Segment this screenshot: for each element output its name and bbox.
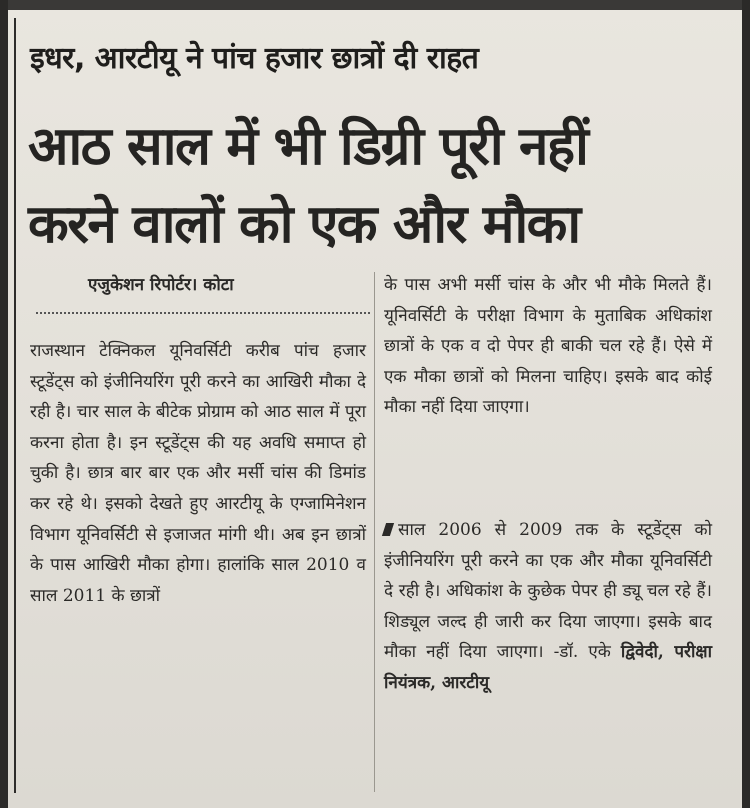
kicker-headline: इधर, आरटीयू ने पांच हजार छात्रों दी राहत — [30, 41, 479, 76]
column-divider — [374, 272, 375, 792]
quote-text: साल 2006 से 2009 तक के स्टूडेंट्स को इंजीनियरिंग पूरी करने का एक और मौका यूनिवर्सिटी दे रही है। अधिकांश के कुछेक पेपर ही ड्यू चल रहे हैं। शिड्यूल जल्द ही जारी कर दिया जाएगा। इसके बाद मौका नहीं दिया जाएगा। -डॉ. एके — [384, 520, 712, 663]
article-body-right: के पास अभी मर्सी चांस के और भी मौके मिलते हैं। यूनिवर्सिटी के परीक्षा विभाग के मुताबिक अधिकांश छात्रों के एक व दो पेपर ही बाकी चल रहे हैं। ऐसे में एक मौका छात्रों को मिलना चाहिए। इसके बाद कोई मौका नहीं दिया जाएगा। — [384, 275, 712, 418]
cropped-previous-headline — [8, 0, 742, 10]
dotted-separator — [36, 312, 370, 314]
byline: एजुकेशन रिपोर्टर। कोटा — [88, 275, 234, 295]
headline-line-1: आठ साल में भी डिग्री पूरी नहीं — [28, 116, 588, 177]
column-rule — [14, 18, 16, 793]
main-headline — [28, 108, 728, 264]
quote-attribution: द्विवेदी, परीक्षा नियंत्रक, आरटीयू — [384, 642, 712, 693]
headline-line-2: करने वालों को एक और मौका — [28, 194, 580, 255]
quote-block — [384, 515, 712, 699]
article-body-left: राजस्थान टेक्निकल यूनिवर्सिटी करीब पांच हजार स्टूडेंट्स को इंजीनियरिंग पूरी करने का आखिरी मौका दे रही है। चार साल के बीटेक प्रोग्राम को आठ साल में पूरा करना होता है। इन स्टूडेंट्स की यह अवधि समाप्त हो चुकी है। छात्र बार बार एक और मर्सी चांस की डिमांड कर रहे थे। इसको देखते हुए आरटीयू के एग्जामिनेशन विभाग यूनिवर्सिटी से इजाजत मांगी थी। अब इन छात्रों के पास आखिरी मौका होगा। हालांकि साल 2010 व साल 2011 के छात्रों — [30, 341, 366, 606]
newspaper-clipping — [8, 0, 742, 808]
quote-marker-icon — [382, 523, 394, 536]
